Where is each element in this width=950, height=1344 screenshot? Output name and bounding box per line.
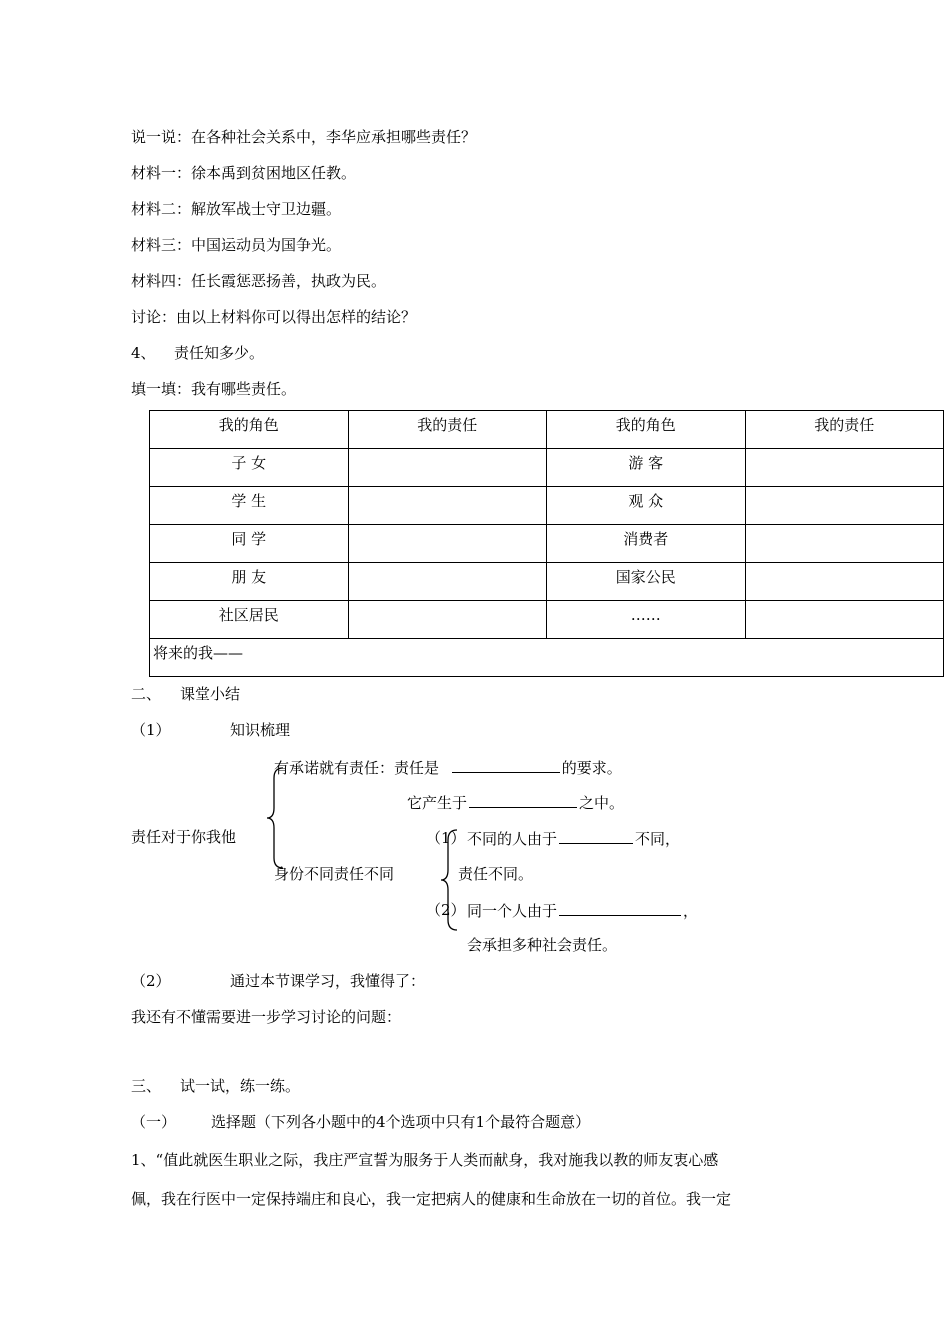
material-4: 材料四：任长霞惩恶扬善，执政为民。 [131, 272, 387, 290]
role-cell: 社区居民 [150, 601, 349, 639]
role-cell: 消费者 [547, 525, 746, 563]
duty-cell [348, 449, 547, 487]
sub-2-number: （2） [426, 901, 466, 919]
material-1: 材料一：徐本禹到贫困地区任教。 [131, 164, 357, 182]
table-row [150, 563, 944, 601]
open-questions: 我还有不懂需要进一步学习讨论的问题： [131, 1008, 402, 1026]
branch-origin [407, 792, 624, 813]
role-cell: 同 学 [150, 525, 349, 563]
practice-title: 试一试，练一练。 [180, 1077, 301, 1095]
table-header-row [150, 411, 944, 449]
question-1-line-1: 1、“值此就医生职业之际，我庄严宣誓为服务于人类而献身，我对施我以教的师友衷心感 [131, 1151, 719, 1169]
sub-2-label: 同一个人由于 [467, 902, 558, 920]
branch-origin-label: 它产生于 [407, 794, 468, 812]
duty-cell [348, 563, 547, 601]
sub-1-line [467, 828, 680, 849]
roles-table [149, 410, 944, 677]
discuss-prompt: 讨论：由以上材料你可以得出怎样的结论？ [131, 308, 417, 326]
duty-cell [745, 601, 944, 639]
sub-1-number: （1） [426, 829, 466, 847]
branch-promise [274, 757, 622, 778]
material-2: 材料二：解放军战士守卫边疆。 [131, 200, 342, 218]
branch-promise-label: 有承诺就有责任：责任是 [274, 759, 440, 777]
table-footer-row [150, 639, 944, 677]
sub-1-continuation: 责任不同。 [458, 865, 534, 883]
duty-cell [348, 601, 547, 639]
sub-1-label: 不同的人由于 [467, 830, 558, 848]
duty-cell [348, 525, 547, 563]
fill-prompt: 填一填：我有哪些责任。 [131, 380, 297, 398]
blank-origin[interactable] [469, 792, 577, 808]
sub-1-suffix: 不同， [635, 830, 681, 848]
role-cell: 游 客 [547, 449, 746, 487]
duty-cell [348, 487, 547, 525]
future-me-cell: 将来的我—— [150, 639, 944, 677]
header-duty: 我的责任 [745, 411, 944, 449]
say-prompt: 说一说：在各种社会关系中，李华应承担哪些责任？ [131, 128, 477, 146]
practice-number: 三、 [131, 1077, 162, 1095]
role-cell: 子 女 [150, 449, 349, 487]
summary-number: 二、 [131, 685, 162, 703]
blank-identity[interactable] [559, 828, 633, 844]
role-cell: 国家公民 [547, 563, 746, 601]
blank-requirement[interactable] [452, 757, 560, 773]
sub-2-line [467, 900, 698, 921]
question-1-line-2: 佩，我在行医中一定保持端庄和良心，我一定把病人的健康和生命放在一切的首位。我一定 [131, 1190, 732, 1208]
duty-cell [745, 563, 944, 601]
knowledge-number: （1） [131, 721, 171, 739]
role-cell: …… [547, 601, 746, 639]
choice-title: 选择题（下列各小题中的4个选项中只有1个最符合题意） [211, 1113, 591, 1131]
role-cell: 朋 友 [150, 563, 349, 601]
header-duty: 我的责任 [348, 411, 547, 449]
sub-2-suffix: ， [683, 902, 699, 920]
duty-cell [745, 487, 944, 525]
section-4-title: 责任知多少。 [174, 344, 265, 362]
outer-brace-icon [266, 766, 286, 870]
material-3: 材料三：中国运动员为国争光。 [131, 236, 342, 254]
knowledge-title: 知识梳理 [230, 721, 291, 739]
header-role: 我的角色 [150, 411, 349, 449]
summary-title: 课堂小结 [180, 685, 241, 703]
table-row [150, 487, 944, 525]
branch-origin-suffix: 之中。 [579, 794, 625, 812]
table-row [150, 449, 944, 487]
role-cell: 观 众 [547, 487, 746, 525]
branch-identity: 身份不同责任不同 [274, 865, 395, 883]
tree-root: 责任对于你我他 [131, 828, 237, 846]
table-row [150, 601, 944, 639]
duty-cell [745, 525, 944, 563]
branch-promise-suffix: 的要求。 [561, 759, 622, 777]
learned-title: 通过本节课学习，我懂得了： [230, 972, 426, 990]
table-row [150, 525, 944, 563]
choice-number: （一） [131, 1113, 177, 1131]
blank-roles[interactable] [559, 900, 681, 916]
role-cell: 学 生 [150, 487, 349, 525]
header-role: 我的角色 [547, 411, 746, 449]
duty-cell [745, 449, 944, 487]
section-4-number: 4、 [131, 344, 156, 362]
sub-2-continuation: 会承担多种社会责任。 [467, 936, 618, 954]
learned-number: （2） [131, 972, 171, 990]
